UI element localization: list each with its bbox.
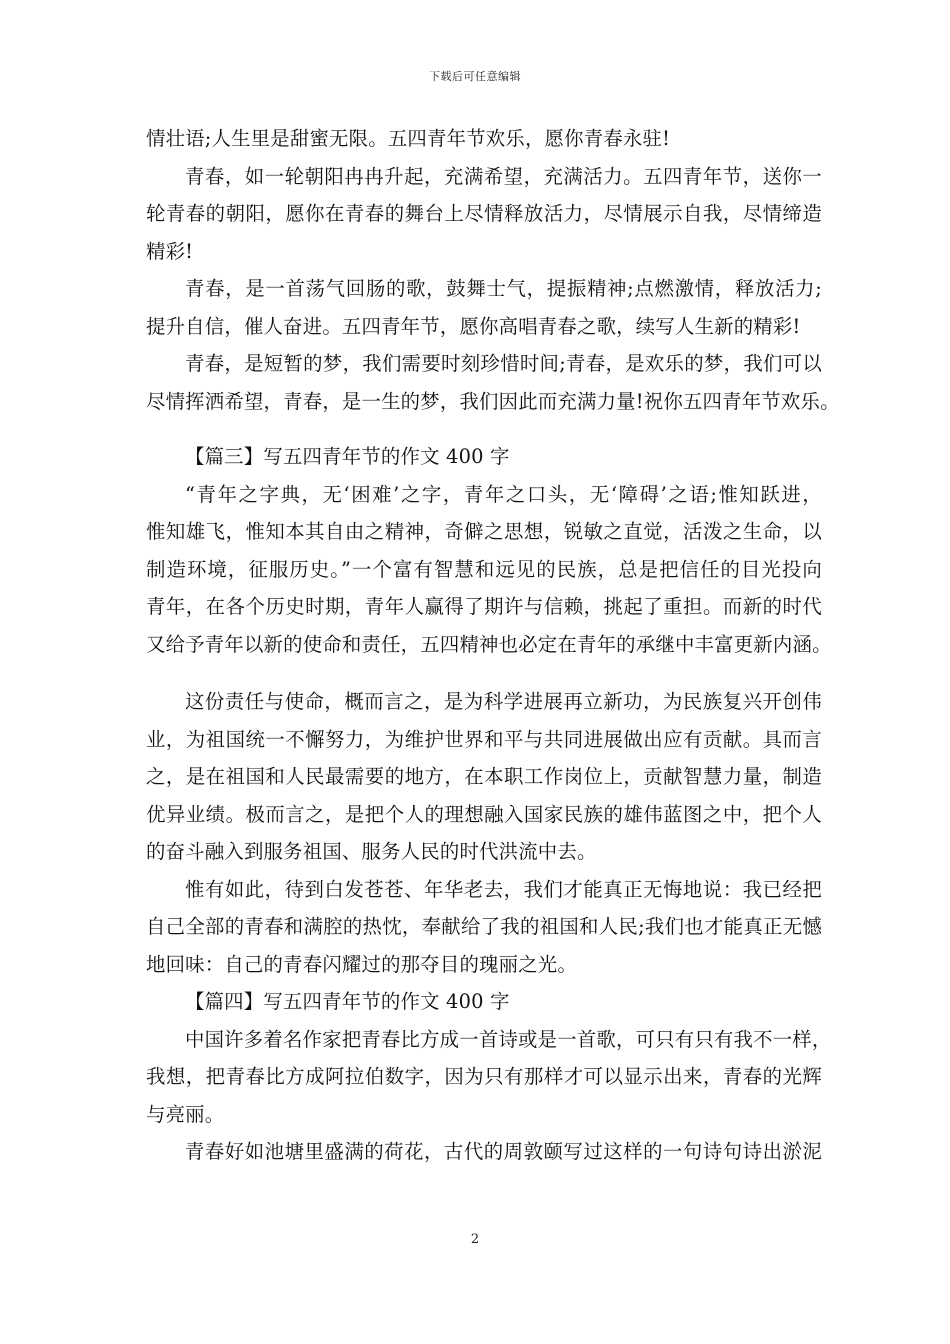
text-line: 尽情挥洒希望，青春，是一生的梦，我们因此而充满力量!祝你五四青年节欢乐。 (146, 389, 840, 413)
text-line: 之，是在祖国和人民最需要的地方，在本职工作岗位上，贡献智慧力量，制造 (146, 765, 822, 788)
paragraph-gap (146, 663, 822, 683)
text-line: 青春，如一轮朝阳冉冉升起，充满希望，充满活力。五四青年节，送你一 (185, 164, 822, 188)
paragraph-3 (146, 270, 822, 345)
text-line: 与亮丽。 (146, 1102, 225, 1126)
section-heading-3: 【篇三】写五四青年节的作文 400 字 (185, 445, 510, 468)
text-line: 提升自信，催人奋进。五四青年节，愿你高唱青春之歌，续写人生新的精彩! (146, 314, 801, 338)
paragraph-4 (146, 345, 840, 420)
text-line: 地回味：自己的青春闪耀过的那夺目的瑰丽之光。 (146, 952, 577, 976)
paragraph-8 (146, 1021, 832, 1134)
paragraph-gap (146, 420, 822, 438)
section-heading-4: 【篇四】写五四青年节的作文 400 字 (185, 990, 510, 1013)
text-line: 中国许多着名作家把青春比方成一首诗或是一首歌，可只有只有我不一样， (185, 1027, 832, 1051)
text-line: 青年，在各个历史时期，青年人赢得了期许与信赖，挑起了重担。而新的时代 (146, 595, 822, 618)
document-body (146, 120, 840, 1171)
paragraph-5 (146, 476, 832, 664)
text-line: 这份责任与使命，概而言之，是为科学进展再立新功，为民族复兴开创伟 (185, 690, 822, 713)
text-line: 自己全部的青春和满腔的热忱，奉献给了我的祖国和人民;我们也才能真正无憾 (146, 915, 822, 938)
text-line: 青春，是短暂的梦，我们需要时刻珍惜时间;青春，是欢乐的梦，我们可以 (185, 352, 822, 375)
text-line: 的奋斗融入到服务祖国、服务人民的时代洪流中去。 (146, 840, 597, 863)
paragraph-9 (146, 1133, 822, 1171)
text-line: 轮青春的朝阳，愿你在青春的舞台上尽情释放活力，尽情展示自我，尽情缔造 (146, 202, 822, 225)
text-line: 又给予青年以新的使命和责任，五四精神也必定在青年的承继中丰富更新内涵。 (146, 632, 832, 656)
paragraph-1 (146, 120, 822, 158)
text-line: 青春，是一首荡气回肠的歌，鼓舞士气，提振精神;点燃激情，释放活力; (185, 277, 822, 300)
text-line: 我想，把青春比方成阿拉伯数字，因为只有那样才可以显示出来，青春的光辉 (146, 1065, 822, 1088)
page-number: 2 (470, 1232, 480, 1247)
text-line: 惟有如此，待到白发苍苍、年华老去，我们才能真正无悔地说：我已经把 (185, 877, 822, 901)
paragraph-2 (146, 158, 822, 271)
page-header: 下载后可任意编辑 (429, 70, 521, 83)
paragraph-7 (146, 871, 822, 984)
text-line: 优异业绩。极而言之，是把个人的理想融入国家民族的雄伟蓝图之中，把个人 (146, 802, 822, 826)
text-line: 青春好如池塘里盛满的荷花，古代的周敦颐写过这样的一句诗句诗出淤泥 (185, 1140, 822, 1163)
text-line: 制造环境，征服历史。”一个富有智慧和远见的民族，总是把信任的目光投向 (146, 557, 822, 581)
text-line: 精彩! (146, 239, 194, 263)
text-line: 情壮语;人生里是甜蜜无限。五四青年节欢乐，愿你青春永驻! (146, 127, 671, 150)
paragraph-6 (146, 683, 822, 871)
text-line: 惟知雄飞，惟知本其自由之精神，奇僻之思想，锐敏之直觉，活泼之生命，以 (146, 520, 822, 543)
text-line: “青年之字典，无‘困难’之字，青年之口头，无‘障碍’之语;惟知跃进， (185, 482, 822, 506)
text-line: 业，为祖国统一不懈努力，为维护世界和平与共同进展做出应有贡献。具而言 (146, 727, 822, 751)
